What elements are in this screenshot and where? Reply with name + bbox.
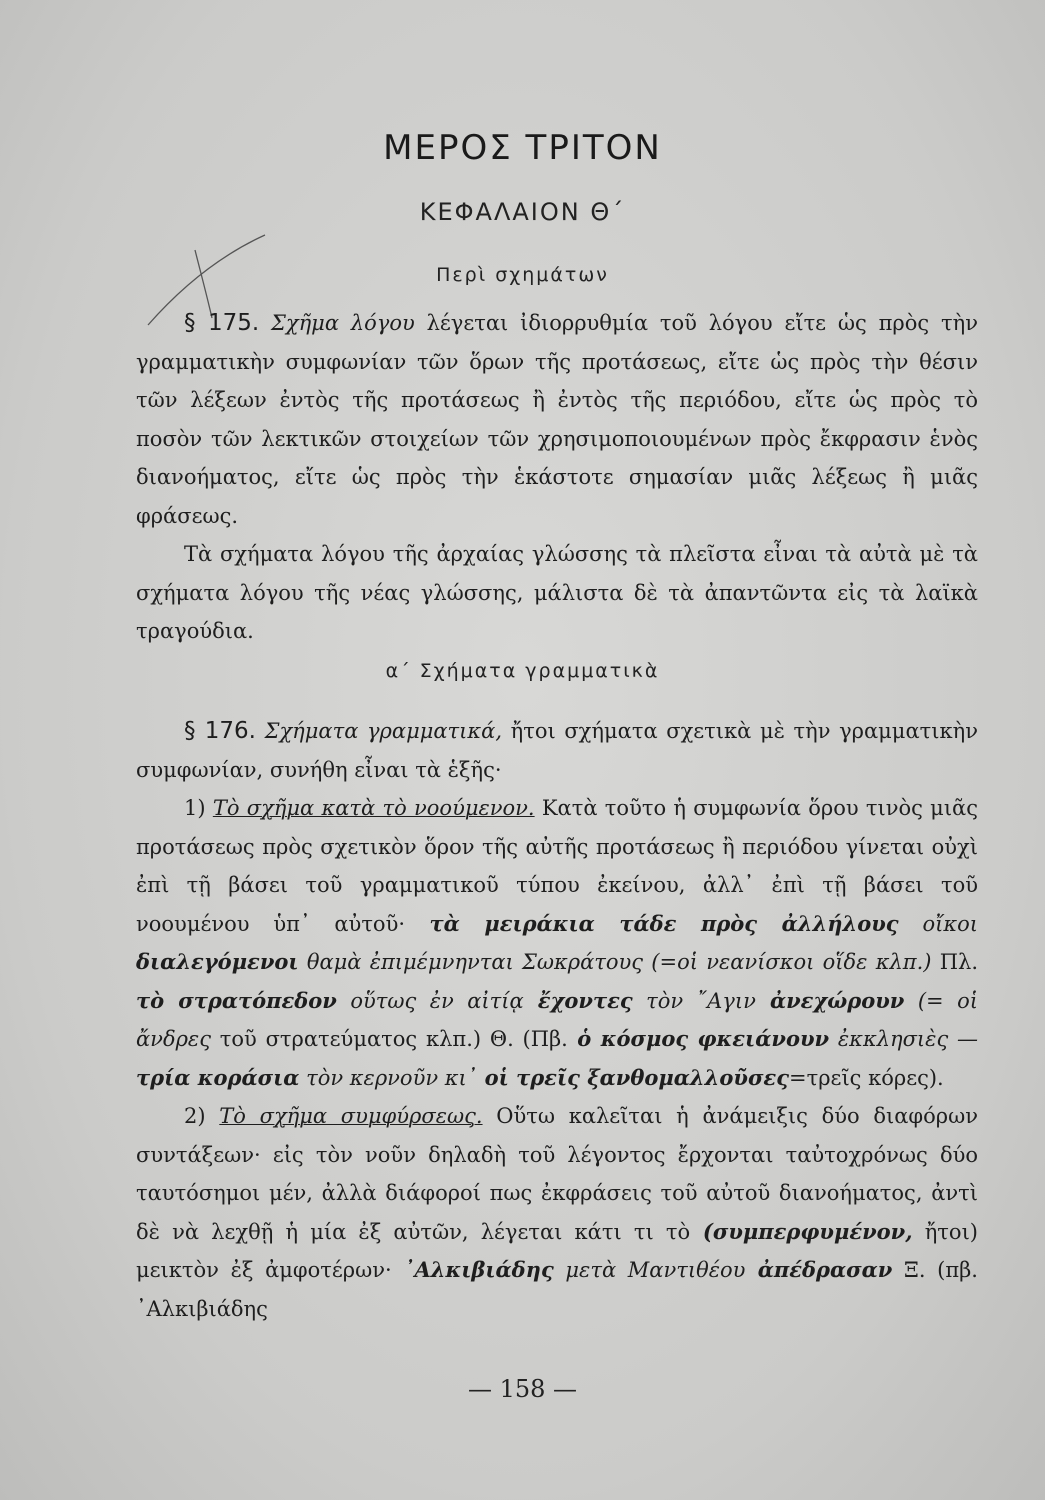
example-italic: θαμὰ ἐπιμέμνηνται Σωκράτους (=οἱ νεανίσκοι οἵδε κλπ.) bbox=[298, 950, 932, 974]
term: Σχῆμα λόγου bbox=[271, 311, 415, 335]
term: Σχήματα γραμματικά, bbox=[264, 719, 503, 743]
item-number: 2) bbox=[184, 1104, 220, 1128]
chapter-title: ΚΕΦΑΛΑΙΟΝ Θ΄ bbox=[419, 198, 626, 226]
paragraph-176-intro bbox=[136, 712, 978, 789]
example-bold: (συμπερφυμένον, bbox=[690, 1218, 913, 1244]
example-bold: ἀπέδρασαν bbox=[745, 1257, 893, 1282]
text: Οὕτω καλεῖται ἡ ἀνάμειξις δύο διαφόρων συντάξεων· εἰς τὸν νοῦν δηλαδὴ τοῦ λέγοντος ἔρχονται ταὐτοχρόνως δύο ταυτόσημοι μέν, ἀλλὰ διάφοροί πως ἐκφράσεις τοῦ αὐτοῦ διανοήματος, ἀντὶ δὲ νὰ λεχθῇ ἡ μία ἐξ αὐτῶν, λέγεται κάτι τι τὸ bbox=[136, 1104, 979, 1244]
section-heading: Περὶ σχημάτων bbox=[436, 264, 609, 286]
example-italic: τὸν κερνοῦν κι᾽ bbox=[299, 1065, 478, 1090]
example-italic: ἐκκλησιὲς — bbox=[829, 1027, 978, 1051]
example-italic: (= οἱ ἄνδρες bbox=[136, 988, 978, 1051]
page-number: — 158 — bbox=[467, 1375, 578, 1403]
section-number: § 175. bbox=[184, 310, 260, 336]
example-italic: μετὰ Μαντιθέου bbox=[553, 1258, 746, 1282]
example-italic: οὕτως ἐν αἰτίᾳ bbox=[336, 988, 524, 1013]
example-bold: ἔχοντες bbox=[523, 987, 633, 1013]
paragraph-text: ἤτοι σχήματα σχετικὰ μὲ τὴν γραμματικὴν συμφωνίαν, συνήθη εἶναι τὰ ἑξῆς· bbox=[136, 719, 978, 782]
part-title: ΜΕΡΟΣ ΤΡΙΤΟΝ bbox=[383, 128, 662, 168]
text: =τρεῖς κόρες). bbox=[789, 1065, 944, 1090]
list-item-2 bbox=[136, 1097, 978, 1328]
example-bold: διαλεγόμενοι bbox=[136, 949, 299, 974]
text: Πλ. bbox=[931, 950, 978, 974]
item-title: Τὸ σχῆμα κατὰ τὸ νοούμενον. bbox=[212, 796, 535, 820]
list-item-1 bbox=[136, 789, 978, 1097]
example-bold: οἱ τρεῖς ξανθομαλλοῦσες bbox=[477, 1064, 789, 1090]
text: ἤτοι) μεικτὸν ἐξ ἀμφοτέρων· bbox=[136, 1219, 978, 1282]
paragraph-175-remark: Τὰ σχήματα λόγου τῆς ἀρχαίας γλώσσης τὰ πλεῖστα εἶναι τὰ αὐτὰ μὲ τὰ σχήματα λόγου τῆς νέας γλώσσης, μάλιστα δὲ τὰ ἀπαντῶντα εἰς τὰ λαϊκὰ τραγούδια. bbox=[136, 542, 978, 643]
section-number: § 176. bbox=[184, 718, 256, 744]
example-italic: τὸν ῎Αγιν bbox=[632, 988, 756, 1013]
text: Κατὰ τοῦτο ἡ συμφωνία ὅρου τινὸς μιᾶς προτάσεως πρὸς σχετικὸν ὅρον τῆς αὐτῆς προτάσεως ἢ περιόδου γίνεται οὐχὶ ἐπὶ τῇ βάσει τοῦ γραμματικοῦ τύπου ἐκείνου, ἀλλ᾽ ἐπὶ τῇ βάσει τοῦ νοουμένου ὑπ᾽ αὐτοῦ· bbox=[136, 796, 978, 936]
section-176 bbox=[136, 712, 978, 1328]
example-bold: τρία κοράσια bbox=[136, 1064, 300, 1090]
example-bold: τὸ στρατόπεδον bbox=[136, 987, 337, 1013]
paragraph-175-definition bbox=[136, 304, 978, 535]
item-number: 1) bbox=[184, 796, 213, 820]
item-title: Τὸ σχῆμα συμφύρσεως. bbox=[219, 1104, 483, 1128]
paragraph-text: λέγεται ἰδιορρυθμία τοῦ λόγου εἴτε ὡς πρὸς τὴν γραμματικὴν συμφωνίαν τῶν ὅρων τῆς προτάσεως, εἴτε ὡς πρὸς τὴν θέσιν τῶν λέξεων ἐντὸς τῆς προτάσεως ἢ ἐντὸς τῆς περιόδου, εἴτε ὡς πρὸς τὸ ποσὸν τῶν λεκτικῶν στοιχείων τῶν χρησιμοποιουμένων πρὸς ἔκφρασιν ἑνὸς διανοήματος, εἴτε ὡς πρὸς τὴν ἑκάστοτε σημασίαν μιᾶς λέξεως ἢ μιᾶς φράσεως. bbox=[136, 311, 978, 528]
subsection-heading: α΄ Σχήματα γραμματικὰ bbox=[385, 660, 660, 682]
example-italic: οἴκοι bbox=[898, 911, 978, 936]
example-bold: ᾽Αλκιβιάδης bbox=[391, 1257, 554, 1282]
example-bold: ἀνεχώρουν bbox=[755, 987, 905, 1013]
text: τοῦ στρατεύματος κλπ.) Θ. (Πβ. bbox=[210, 1027, 568, 1051]
example-bold: τὰ μειράκια τάδε πρὸς ἀλλήλους bbox=[405, 910, 899, 936]
example-bold: ὁ κόσμος φκειάνουν bbox=[567, 1026, 830, 1051]
section-175 bbox=[136, 304, 978, 651]
text: Ξ. (πβ. ᾽Αλκιβιάδης bbox=[136, 1258, 978, 1321]
